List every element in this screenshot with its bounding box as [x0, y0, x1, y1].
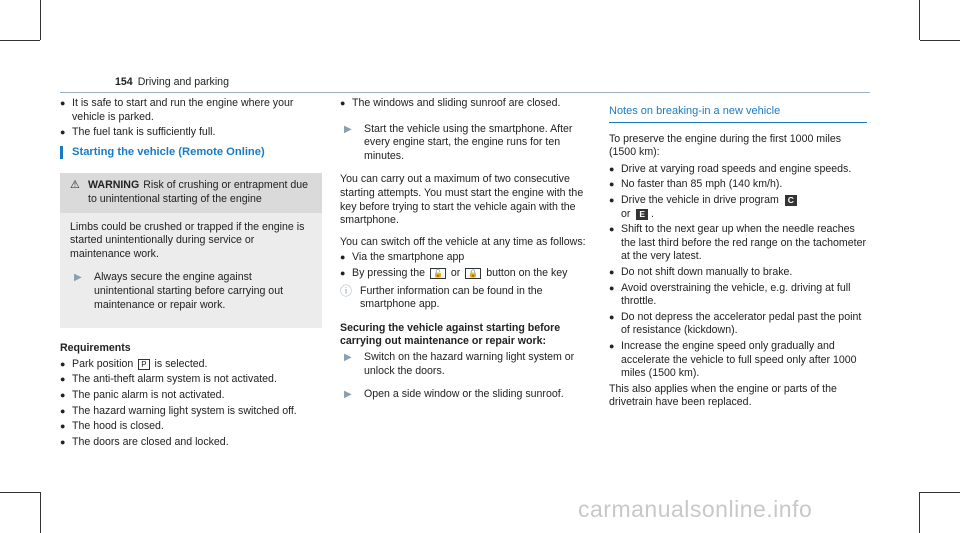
crop-mark: [0, 492, 40, 493]
closing-paragraph: This also applies when the engine or parts of the drivetrain have been replaced.: [609, 382, 837, 409]
section-title: Notes on breaking-in a new vehicle: [609, 105, 867, 123]
crop-mark: [919, 492, 920, 533]
arrow-icon: ▶: [74, 272, 82, 284]
list-item: ● It is safe to start and run the engine where your vehicle is parked.: [60, 97, 294, 123]
step-item: ▶ Open a side window or the sliding sunroof.: [340, 388, 590, 402]
list-item: ● Increase the engine speed only gradually and accelerate the vehicle to full speed only after 1000 miles (1500 km).: [609, 339, 857, 380]
warning-triangle-icon: ⚠: [70, 179, 80, 192]
bullet-icon: ●: [609, 282, 615, 293]
column-right: [609, 97, 867, 418]
bullet-icon: ●: [60, 421, 66, 432]
list-item: ● The fuel tank is sufficiently full.: [60, 126, 216, 139]
key-unlock-icon: 🔓: [430, 268, 446, 279]
header-rule: [60, 92, 870, 93]
section-title: Starting the vehicle (Remote Online): [60, 146, 322, 160]
list-item: ● Via the smartphone app: [340, 251, 465, 264]
paragraph: You can switch off the vehicle at any time as follows:: [340, 235, 586, 248]
crop-mark: [919, 0, 920, 40]
crop-mark: [40, 492, 41, 533]
list-item: ● The panic alarm is not activated.: [60, 388, 225, 401]
list-item: ● The windows and sliding sunroof are closed.: [340, 97, 561, 109]
bullet-icon: ●: [609, 179, 615, 190]
bullet-icon: ●: [60, 405, 66, 416]
bullet-icon: ●: [609, 163, 615, 174]
crop-mark: [920, 492, 960, 493]
crop-mark: [40, 0, 41, 40]
bullet-icon: ●: [60, 98, 66, 108]
warning-box: [60, 173, 322, 328]
bullet-icon: ●: [60, 374, 66, 385]
list-item: ● The anti-theft alarm system is not activated.: [60, 373, 277, 386]
list-item: ● Drive at varying road speeds and engine speeds.: [609, 162, 852, 175]
bullet-icon: ●: [609, 266, 615, 277]
bullet-icon: ●: [60, 127, 66, 138]
warning-body: Limbs could be crushed or trapped if the engine is started unintentionally during service or maintenance work.: [70, 220, 305, 260]
step-item: ▶ Switch on the hazard warning light system or unlock the doors.: [340, 351, 590, 378]
section-name: Driving and parking: [137, 76, 229, 88]
list-item: ● Avoid overstraining the vehicle, e.g. driving at full throttle.: [609, 281, 851, 308]
bullet-icon: ●: [340, 252, 346, 263]
requirements-heading: Requirements: [60, 342, 131, 355]
key-lock-icon: 🔒: [465, 268, 481, 279]
bullet-icon: ●: [609, 340, 615, 351]
warning-header: [60, 173, 322, 212]
arrow-icon: ▶: [344, 389, 352, 401]
list-item: ● The hood is closed.: [60, 420, 164, 433]
info-note: ⓘ Further information can be found in the smartphone app.: [340, 283, 543, 311]
warning-label: WARNING: [88, 179, 140, 192]
list-item: ● Do not shift down manually to brake.: [609, 265, 793, 278]
program-e-icon: E: [636, 209, 648, 220]
list-item: ● Park position P is selected.: [60, 357, 208, 370]
watermark: carmanualsonline.info: [578, 496, 813, 522]
list-item: ● No faster than 85 mph (140 km/h).: [609, 178, 783, 191]
page-number: 154: [115, 76, 133, 88]
list-item: ● The hazard warning light system is switched off.: [60, 404, 297, 417]
bullet-icon: ●: [340, 267, 346, 278]
list-item: ● Drive the vehicle in drive program C or E .: [609, 194, 867, 221]
list-item: ● By pressing the 🔓 or 🔒 button on the key: [340, 266, 568, 279]
step-item: ▶ Start the vehicle using the smartphone. After every engine start, the engine runs for ten minutes.: [340, 123, 590, 164]
list-item: ● Do not depress the accelerator pedal past the point of resistance (kickdown).: [609, 310, 862, 337]
list-item: ● The doors are closed and locked.: [60, 435, 229, 448]
info-icon: ⓘ: [340, 283, 353, 298]
page-header: [115, 76, 229, 90]
securing-heading: Securing the vehicle against starting before carrying out maintenance or repair work:: [340, 321, 561, 348]
bullet-icon: ●: [609, 311, 615, 322]
bullet-icon: ●: [609, 194, 615, 205]
arrow-icon: ▶: [344, 351, 352, 363]
list-item: ● Shift to the next gear up when the needle reaches the last third before the red range on the tachometer at the very latest.: [609, 223, 866, 263]
warning-action: ▶ Always secure the engine against unintentional starting before carrying out maintenance or repair work.: [70, 271, 312, 312]
gear-p-icon: P: [138, 359, 149, 370]
bullet-icon: ●: [60, 436, 66, 447]
crop-mark: [920, 40, 960, 41]
column-left: [60, 97, 322, 451]
warning-headline: Risk of crushing or entrapment due to unintentional starting of the engine: [88, 179, 309, 205]
bullet-icon: ●: [609, 224, 615, 235]
program-c-icon: C: [785, 195, 797, 206]
bullet-icon: ●: [60, 389, 66, 400]
intro-paragraph: To preserve the engine during the first 1000 miles (1500 km):: [609, 132, 842, 159]
bullet-icon: ●: [340, 98, 346, 108]
column-middle: [340, 97, 590, 408]
bullet-icon: ●: [60, 358, 66, 369]
crop-mark: [0, 40, 40, 41]
paragraph: You can carry out a maximum of two consecutive starting attempts. You must start the engine with the key before trying to start the vehicle again with the smartphone.: [340, 173, 584, 227]
arrow-icon: ▶: [344, 123, 352, 135]
title-bar: [60, 146, 63, 159]
